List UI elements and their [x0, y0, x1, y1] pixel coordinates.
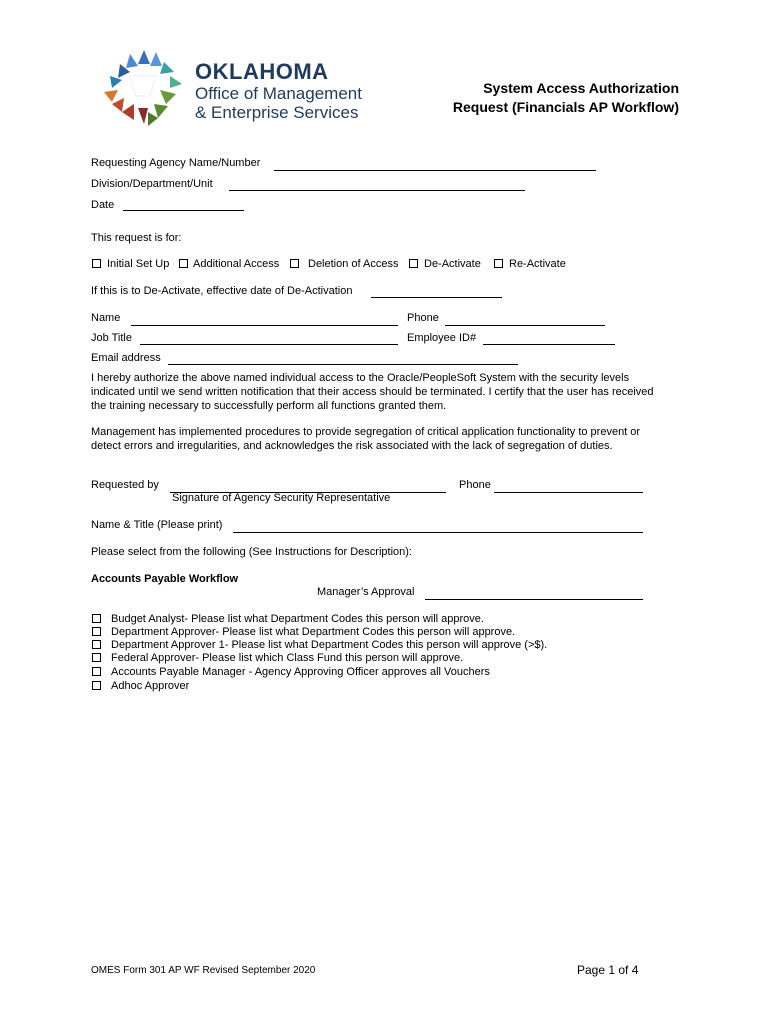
workflow-item-department-approver-1: Department Approver 1- Please list what Department Codes this person will approve (>$).	[111, 639, 548, 651]
footer-form-id: OMES Form 301 AP WF Revised September 2020	[91, 965, 316, 976]
management-line1: Management has implemented procedures to provide segregation of critical application functionality to prevent or	[91, 426, 641, 438]
option-deletion-of-access: Deletion of Access	[308, 258, 399, 270]
select-prompt: Please select from the following (See Instructions for Description):	[91, 546, 412, 558]
deactivate-date-field[interactable]	[371, 297, 502, 298]
request-intro: This request is for:	[91, 232, 182, 244]
checkbox-federal-approver[interactable]	[92, 653, 101, 662]
email-field[interactable]	[168, 364, 518, 365]
requested-by-label: Requested by	[91, 479, 159, 491]
checkbox-additional-access[interactable]	[179, 259, 188, 268]
management-line2: detect errors and irregularities, and acknowledges the risk associated with the lack of segregation of duties.	[91, 440, 613, 452]
employee-id-field[interactable]	[483, 344, 615, 345]
date-field[interactable]	[123, 210, 244, 211]
option-re-activate: Re-Activate	[509, 258, 566, 270]
division-field[interactable]	[229, 190, 525, 191]
signature-phone-field[interactable]	[494, 492, 643, 493]
email-label: Email address	[91, 352, 161, 364]
checkbox-initial-set-up[interactable]	[92, 259, 101, 268]
workflow-item-federal-approver: Federal Approver- Please list which Class Fund this person will approve.	[111, 652, 464, 664]
footer-page-number: Page 1 of 4	[577, 963, 639, 977]
workflow-heading: Accounts Payable Workflow	[91, 573, 239, 585]
workflow-item-department-approver: Department Approver- Please list what Department Codes this person will approve.	[111, 626, 516, 638]
deactivate-date-label: If this is to De-Activate, effective date of De-Activation	[91, 285, 353, 297]
authorization-line2: indicated until we send written notification that their access should be terminated. I certify that the user has received	[91, 386, 654, 398]
logo-line1: Office of Management	[195, 84, 362, 103]
checkbox-department-approver[interactable]	[92, 627, 101, 636]
logo-name: OKLAHOMA	[195, 59, 329, 84]
name-field[interactable]	[131, 325, 398, 326]
checkbox-budget-analyst[interactable]	[92, 614, 101, 623]
agency-field[interactable]	[274, 170, 596, 171]
name-title-field[interactable]	[233, 532, 643, 533]
phone-field[interactable]	[445, 325, 605, 326]
signature-caption: Signature of Agency Security Representative	[172, 492, 391, 504]
option-initial-set-up: Initial Set Up	[107, 258, 170, 270]
omes-logo	[100, 46, 400, 128]
employee-id-label: Employee ID#	[407, 332, 477, 344]
division-label: Division/Department/Unit	[91, 178, 213, 190]
checkbox-department-approver-1[interactable]	[92, 640, 101, 649]
workflow-item-adhoc-approver: Adhoc Approver	[111, 680, 190, 692]
name-title-label: Name & Title (Please print)	[91, 519, 223, 531]
authorization-line1: I hereby authorize the above named individual access to the Oracle/PeopleSoft System with the security levels	[91, 372, 630, 384]
signature-phone-label: Phone	[459, 479, 491, 491]
date-label: Date	[91, 199, 115, 211]
manager-approval-field[interactable]	[425, 599, 643, 600]
checkbox-adhoc-approver[interactable]	[92, 681, 101, 690]
option-additional-access: Additional Access	[193, 258, 280, 270]
phone-label: Phone	[407, 312, 439, 324]
option-de-activate: De-Activate	[424, 258, 481, 270]
name-label: Name	[91, 312, 121, 324]
form-title-line1: System Access Authorization	[483, 80, 679, 96]
job-title-field[interactable]	[140, 344, 398, 345]
agency-label: Requesting Agency Name/Number	[91, 157, 261, 169]
logo-line2: & Enterprise Services	[195, 103, 359, 122]
checkbox-deletion-of-access[interactable]	[290, 259, 299, 268]
checkbox-re-activate[interactable]	[494, 259, 503, 268]
manager-approval-label: Manager’s Approval	[317, 586, 415, 598]
checkbox-ap-manager[interactable]	[92, 667, 101, 676]
workflow-item-budget-analyst: Budget Analyst- Please list what Department Codes this person will approve.	[111, 613, 484, 625]
authorization-line3: the training necessary to successfully perform all functions granted them.	[91, 400, 447, 412]
workflow-item-ap-manager: Accounts Payable Manager - Agency Approving Officer approves all Vouchers	[111, 666, 490, 678]
checkbox-de-activate[interactable]	[409, 259, 418, 268]
job-title-label: Job Title	[91, 332, 132, 344]
form-title-line2: Request (Financials AP Workflow)	[452, 99, 679, 115]
star-mosaic-icon	[100, 46, 185, 128]
